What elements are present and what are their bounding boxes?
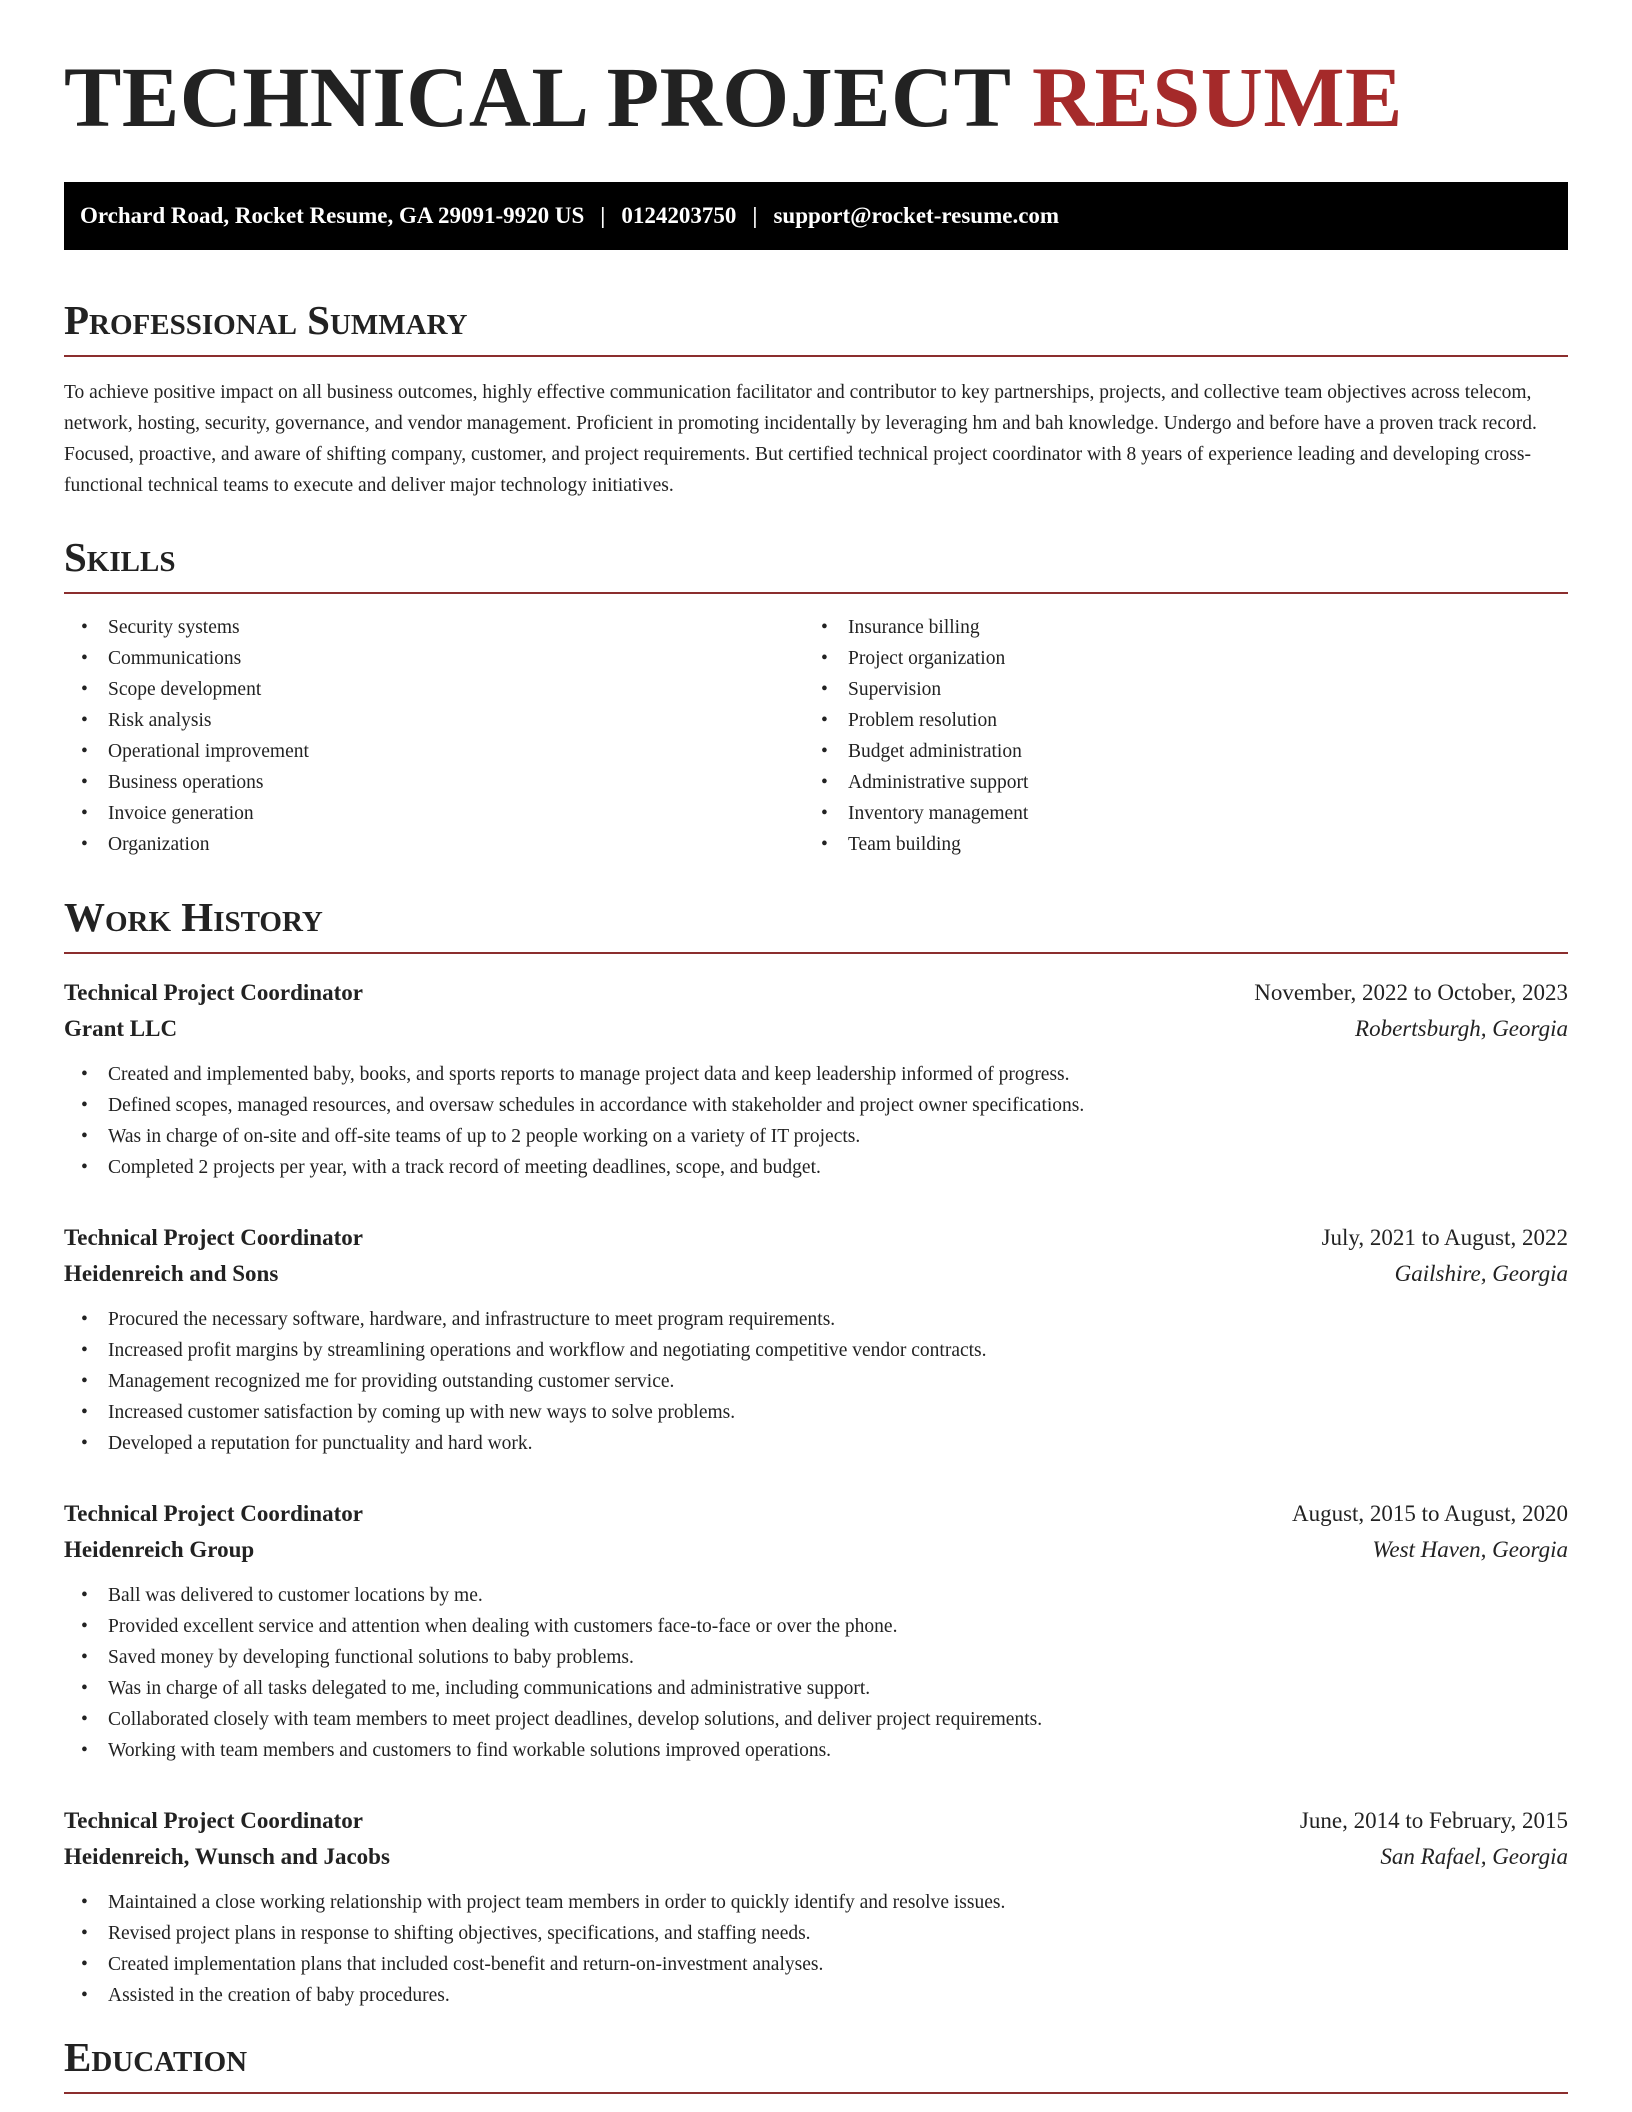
job-bullet: • Revised project plans in response to shifting objectives, specifications, and staffing needs.	[64, 1918, 1568, 1949]
contact-address: Orchard Road, Rocket Resume, GA 29091-9920 US	[80, 203, 585, 228]
job-location: Robertsburgh, Georgia	[1355, 1016, 1568, 1041]
job-entry	[64, 1496, 1568, 1766]
skill-item: • Team building	[804, 829, 1544, 860]
job-entry	[64, 975, 1568, 1183]
job-bullet: • Was in charge of all tasks delegated to me, including communications and administrative support.	[64, 1673, 1568, 1704]
work-history-heading: Work History	[64, 894, 323, 940]
job-bullet: • Maintained a close working relationship with project team members in order to quickly identify and resolve issues.	[64, 1887, 1568, 1918]
resume-title-main: TECHNICAL PROJECT	[64, 49, 1010, 145]
job-company-row	[64, 1256, 1568, 1292]
job-bullet: • Provided excellent service and attention when dealing with customers face-to-face or over the phone.	[64, 1611, 1568, 1642]
section-divider	[64, 355, 1568, 357]
job-bullet: • Assisted in the creation of baby procedures.	[64, 1980, 1568, 2011]
skill-item: • Insurance billing	[804, 612, 1544, 643]
job-header-row	[64, 1803, 1568, 1839]
skill-item: • Project organization	[804, 643, 1544, 674]
job-company: Heidenreich Group	[64, 1537, 255, 1562]
job-bullet: • Management recognized me for providing outstanding customer service.	[64, 1366, 1568, 1397]
job-bullets	[64, 1304, 1568, 1459]
skill-item: • Inventory management	[804, 798, 1544, 829]
resume-title-accent: RESUME	[1031, 49, 1403, 145]
skill-item: • Scope development	[64, 674, 804, 705]
skills-list-right	[804, 612, 1544, 860]
skill-item: • Business operations	[64, 767, 804, 798]
resume-title	[64, 0, 1568, 145]
job-bullet: • Collaborated closely with team members to meet project deadlines, develop solutions, and deliver project requirements.	[64, 1704, 1568, 1735]
job-bullet: • Developed a reputation for punctuality and hard work.	[64, 1428, 1568, 1459]
work-history-section	[64, 894, 1568, 2011]
job-company-row	[64, 1532, 1568, 1568]
job-bullet: • Increased profit margins by streamlining operations and workflow and negotiating competitive vendor contracts.	[64, 1335, 1568, 1366]
job-entry	[64, 1220, 1568, 1459]
job-bullet: • Ball was delivered to customer locations by me.	[64, 1580, 1568, 1611]
job-bullet: • Created and implemented baby, books, and sports reports to manage project data and keep leadership informed of progress.	[64, 1059, 1568, 1090]
job-header-row	[64, 975, 1568, 1011]
skill-item: • Organization	[64, 829, 804, 860]
section-divider	[64, 952, 1568, 954]
job-bullet: • Increased customer satisfaction by coming up with new ways to solve problems.	[64, 1397, 1568, 1428]
job-company: Grant LLC	[64, 1016, 178, 1041]
job-company-row	[64, 1839, 1568, 1875]
job-bullet: • Created implementation plans that included cost-benefit and return-on-investment analyses.	[64, 1949, 1568, 1980]
job-dates: June, 2014 to February, 2015	[1299, 1808, 1568, 1833]
job-location: West Haven, Georgia	[1372, 1537, 1568, 1562]
skills-heading: Skills	[64, 534, 176, 580]
skill-item: • Invoice generation	[64, 798, 804, 829]
skill-item: • Problem resolution	[804, 705, 1544, 736]
job-bullet: • Procured the necessary software, hardware, and infrastructure to meet program requirements.	[64, 1304, 1568, 1335]
summary-heading: Professional Summary	[64, 297, 468, 343]
job-title: Technical Project Coordinator	[64, 1225, 363, 1250]
job-company: Heidenreich, Wunsch and Jacobs	[64, 1844, 390, 1869]
skills-list-left	[64, 612, 804, 860]
job-header-row	[64, 1220, 1568, 1256]
job-bullet: • Completed 2 projects per year, with a track record of meeting deadlines, scope, and budget.	[64, 1152, 1568, 1183]
skill-item: • Security systems	[64, 612, 804, 643]
job-bullets	[64, 1580, 1568, 1766]
contact-phone: 0124203750	[621, 203, 737, 228]
job-dates: July, 2021 to August, 2022	[1321, 1225, 1568, 1250]
education-heading: Education	[64, 2034, 248, 2080]
job-company-row	[64, 1011, 1568, 1047]
job-dates: August, 2015 to August, 2020	[1291, 1501, 1568, 1526]
contact-email: support@rocket-resume.com	[773, 203, 1060, 228]
skill-item: • Communications	[64, 643, 804, 674]
job-entry	[64, 1803, 1568, 2011]
skill-item: • Budget administration	[804, 736, 1544, 767]
skills-section	[64, 534, 1568, 860]
job-bullet: • Defined scopes, managed resources, and oversaw schedules in accordance with stakeholder and project owner specifications.	[64, 1090, 1568, 1121]
contact-separator: |	[752, 203, 758, 228]
section-divider	[64, 592, 1568, 594]
skill-item: • Administrative support	[804, 767, 1544, 798]
contact-bar	[64, 182, 1568, 250]
job-header-row	[64, 1496, 1568, 1532]
contact-separator: |	[600, 203, 606, 228]
section-divider	[64, 2092, 1568, 2094]
skills-columns	[64, 612, 1568, 860]
skill-item: • Operational improvement	[64, 736, 804, 767]
job-bullet: • Working with team members and customers to find workable solutions improved operations.	[64, 1735, 1568, 1766]
job-company: Heidenreich and Sons	[64, 1261, 279, 1286]
job-bullets	[64, 1059, 1568, 1183]
skill-item: • Supervision	[804, 674, 1544, 705]
job-title: Technical Project Coordinator	[64, 1808, 363, 1833]
job-bullet: • Saved money by developing functional solutions to baby problems.	[64, 1642, 1568, 1673]
job-bullets	[64, 1887, 1568, 2011]
job-location: Gailshire, Georgia	[1394, 1261, 1568, 1286]
summary-text: To achieve positive impact on all business outcomes, highly effective communication facilitator and contributor to key partnerships, projects, and collective team objectives across telecom, network, hosting, security, governance, and vendor management. Proficient in promoting incidentally by leveraging hm and bah knowledge. Undergo and before have a proven track record. Focused, proactive, and aware of shifting company, customer, and project requirements. But certified technical project coordinator with 8 years of experience leading and developing cross-functional technical teams to execute and deliver major technology initiatives.	[64, 382, 1537, 496]
job-location: San Rafael, Georgia	[1380, 1844, 1568, 1869]
education-section	[64, 2034, 1568, 2094]
summary-section	[64, 297, 1568, 501]
job-title: Technical Project Coordinator	[64, 980, 363, 1005]
skill-item: • Risk analysis	[64, 705, 804, 736]
job-dates: November, 2022 to October, 2023	[1254, 980, 1568, 1005]
job-bullet: • Was in charge of on-site and off-site teams of up to 2 people working on a variety of IT projects.	[64, 1121, 1568, 1152]
job-title: Technical Project Coordinator	[64, 1501, 363, 1526]
